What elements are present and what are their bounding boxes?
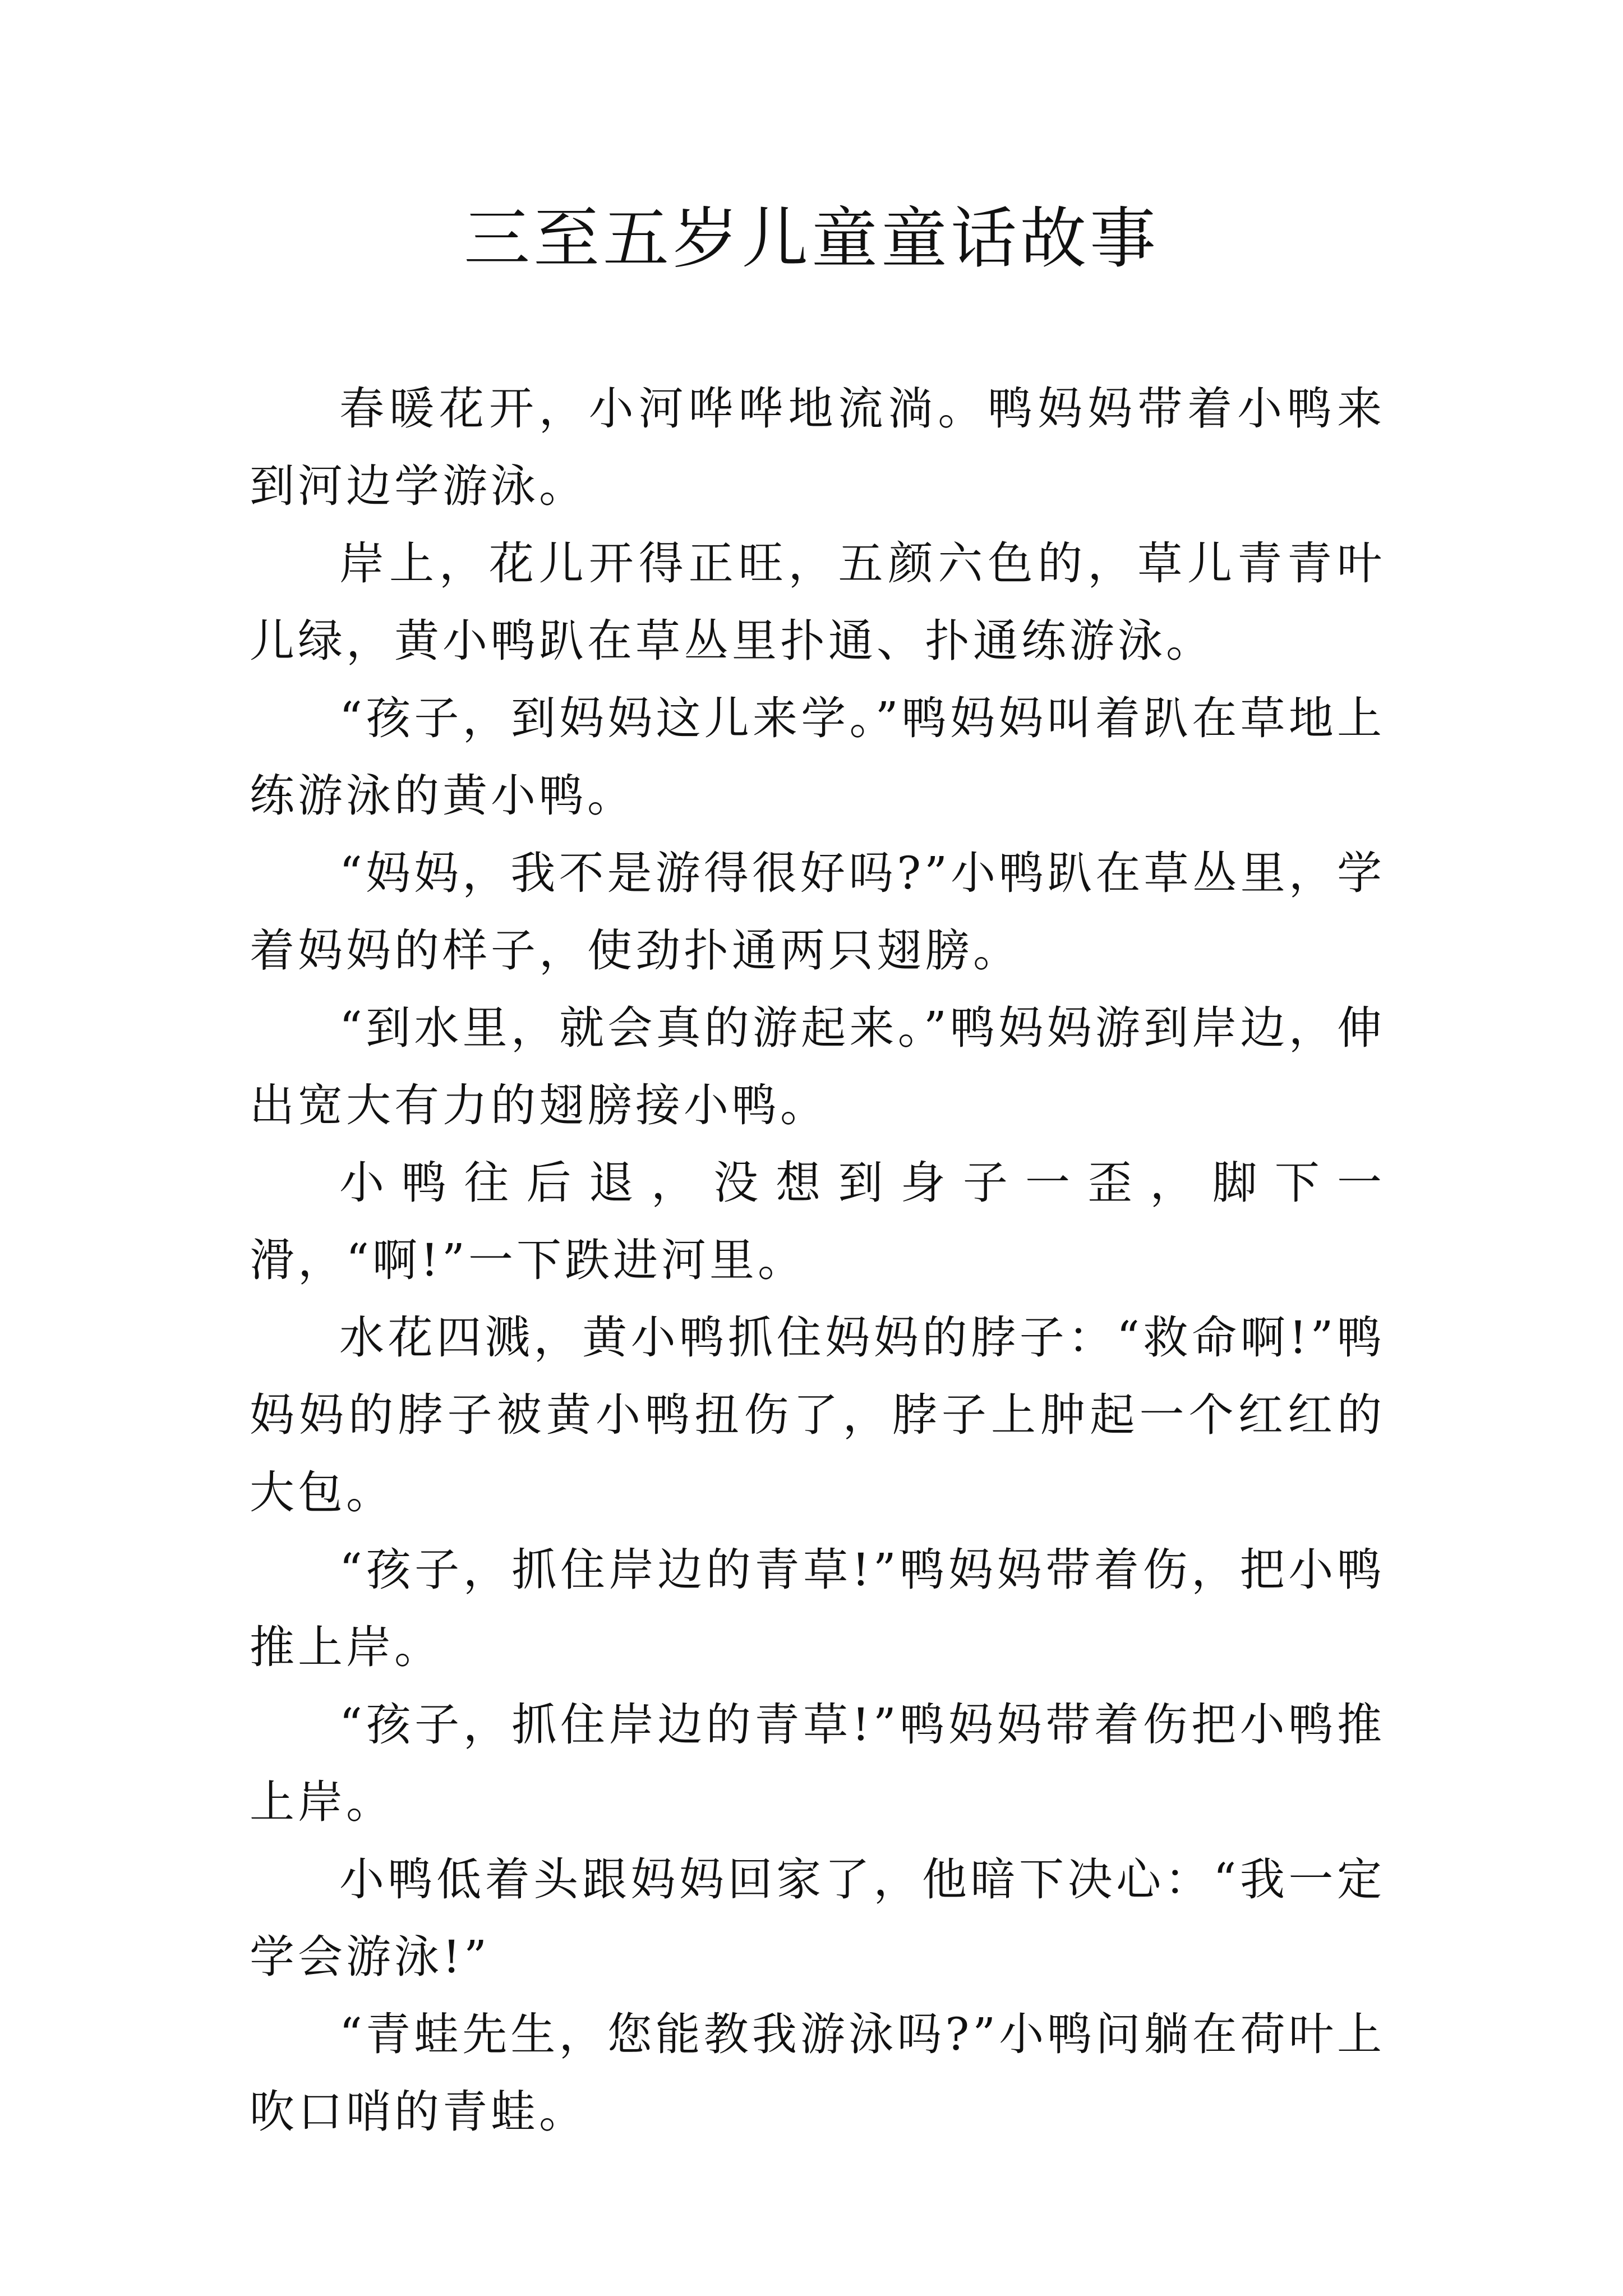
paragraph: “孩子，抓住岸边的青草!”鸭妈妈带着伤，把小鸭推上岸。	[250, 1544, 1385, 1673]
paragraph: 小鸭低着头跟妈妈回家了，他暗下决心：“我一定学会游泳!”	[250, 1853, 1385, 1983]
paragraph: “孩子，抓住岸边的青草!”鸭妈妈带着伤把小鸭推上岸。	[250, 1699, 1385, 1828]
paragraph: “到水里，就会真的游起来。”鸭妈妈游到岸边，伸出宽大有力的翅膀接小鸭。	[250, 1002, 1385, 1131]
paragraph: “青蛙先生，您能教我游泳吗?”小鸭问躺在荷叶上吹口哨的青蛙。	[250, 2008, 1385, 2138]
paragraph: “妈妈，我不是游得很好吗?”小鸭趴在草丛里，学着妈妈的样子，使劲扑通两只翅膀。	[250, 847, 1385, 977]
paragraph: 春暖花开，小河哗哗地流淌。鸭妈妈带着小鸭来到河边学游泳。	[250, 383, 1385, 512]
paragraph: 岸上，花儿开得正旺，五颜六色的，草儿青青叶儿绿，黄小鸭趴在草丛里扑通、扑通练游泳。	[250, 537, 1385, 667]
paragraph: “孩子，到妈妈这儿来学。”鸭妈妈叫着趴在草地上练游泳的黄小鸭。	[250, 692, 1385, 822]
document-title: 三至五岁儿童童话故事	[463, 200, 1159, 277]
story-body	[250, 370, 1385, 2151]
paragraph: 小鸭往后退，没想到身子一歪，脚下一滑，“啊!”一下跌进河里。	[250, 1157, 1385, 1286]
paragraph: 水花四溅，黄小鸭抓住妈妈的脖子：“救命啊!”鸭妈妈的脖子被黄小鸭扭伤了，脖子上肿起一个红红的大包。	[250, 1312, 1385, 1519]
